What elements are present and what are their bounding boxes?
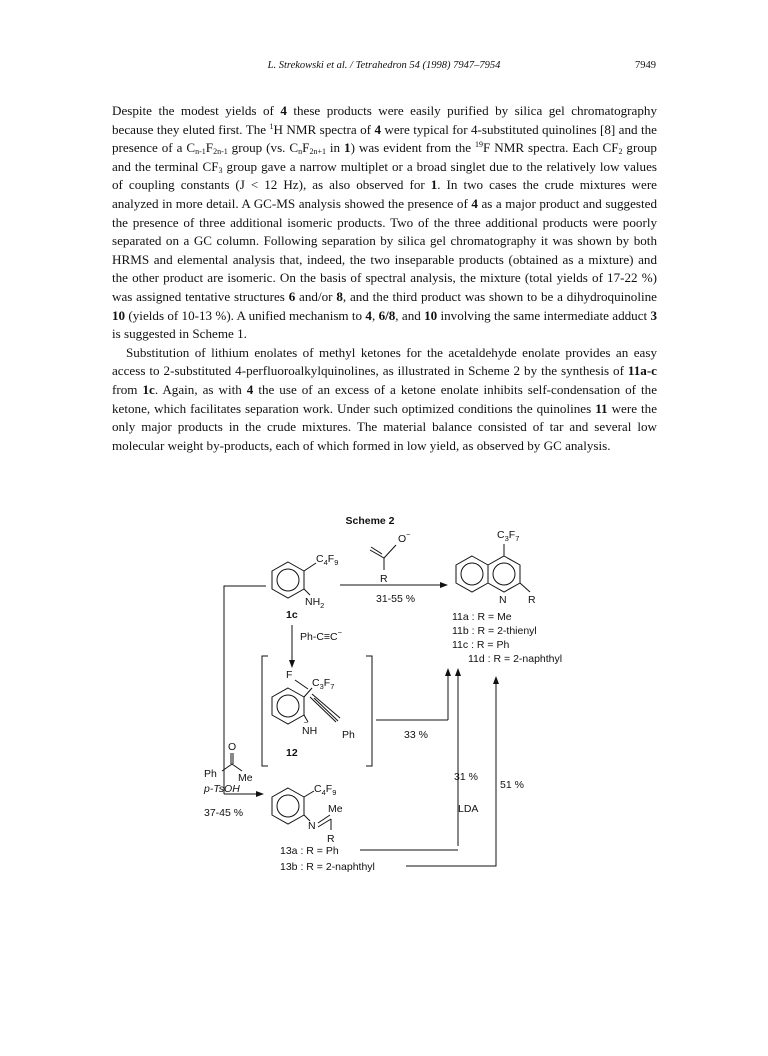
text-run: 6	[288, 288, 296, 304]
bond-me	[232, 764, 242, 771]
text-run: group gave a narrow multiplet or a broad singlet due to the relatively low values of coupling constants (J < 12 Hz), as also observed for	[112, 158, 657, 193]
text-run: , and the third product was shown to be a dihydroquinoline	[342, 288, 657, 304]
text-run: from	[112, 381, 143, 397]
text-run: 4	[365, 307, 372, 323]
text-run: F NMR spectra. Each CF	[483, 140, 619, 156]
text-run: 1	[269, 121, 274, 131]
label-nh-12: − NH	[302, 718, 318, 737]
label-12: 12	[286, 747, 298, 759]
label-ph-12: Ph	[342, 729, 355, 741]
bond-cf	[304, 688, 312, 697]
running-header	[112, 60, 656, 76]
label-c3f7-12: $C_3F_7$	[312, 677, 335, 691]
article-body	[112, 102, 657, 455]
yield-13a-to-11d: 31 %	[454, 771, 478, 783]
arrowhead-13b-to-11d	[493, 676, 499, 684]
text-run: 8	[336, 288, 343, 304]
arrowhead-1c-to-12	[289, 660, 295, 668]
text-run: 1	[344, 140, 351, 156]
text-run: 2n+1	[309, 147, 326, 157]
text-run: 4	[280, 103, 287, 118]
label-c3f7-product: $C_3F_7$	[497, 529, 520, 543]
label-nh2: $NH_2$	[305, 596, 325, 610]
aromatic-circle-12	[277, 695, 299, 717]
product-11c: 11c : R = Ph	[452, 639, 510, 651]
text-run: Substitution of lithium enolates of methyl ketones for the acetaldehyde enolate provides an easy access to 2-substituted 4-perfluoroalkylquinolines, as illustrated in Scheme 2 by the synthesis of	[112, 344, 657, 379]
reagent-ketone-ph: Ph	[204, 768, 217, 780]
reagent-ketone-me: Me	[238, 772, 253, 784]
imine-13b: 13b : R = 2-naphthyl	[280, 861, 375, 873]
text-run: 11	[595, 400, 608, 416]
text-run: F	[302, 140, 310, 156]
label-r-13: R	[327, 833, 335, 845]
enolate-reagent	[370, 530, 411, 585]
route-1c-to-13	[224, 586, 266, 794]
text-run: involving the same intermediate adduct	[437, 307, 651, 323]
label-r-enolate: R	[380, 573, 388, 585]
label-n-13: N	[308, 820, 316, 832]
label-me-13: Me	[328, 803, 343, 815]
text-run: 1	[430, 177, 438, 193]
page-number: 7949	[635, 60, 656, 71]
bond-c4f9-13	[304, 791, 314, 797]
bond-alkyne-2	[314, 698, 338, 721]
text-run: 11a-c	[627, 363, 657, 379]
reagent-acid: p-TsOH	[204, 783, 240, 795]
scheme-title: Scheme 2	[345, 515, 395, 527]
product-11a: 11a : R = Me	[452, 611, 512, 623]
arrowhead-acid	[256, 791, 264, 797]
yield-13b-to-11d: 51 %	[500, 779, 524, 791]
text-run: 4	[374, 121, 381, 137]
journal-citation: L. Strekowski et al. / Tetrahedron 54 (1998) 7947–7954	[267, 60, 501, 71]
product-list	[452, 611, 562, 665]
label-c4f9-13: $C_4F_9$	[314, 783, 337, 797]
bond-alkyne-3	[310, 697, 336, 722]
aromatic-circle-1c	[277, 569, 299, 591]
text-run: Despite the modest yields of	[112, 103, 281, 118]
product-11d: 11d : R = 2-naphthyl	[468, 653, 563, 665]
yield-acid: 37-45 %	[204, 807, 244, 819]
bracket-right	[366, 656, 372, 766]
text-run: 3	[650, 307, 658, 323]
label-o-minus: O−	[398, 530, 411, 545]
yield-enolate: 31-55 %	[376, 593, 416, 605]
text-run: 4	[246, 381, 254, 397]
bond-o	[384, 545, 396, 558]
text-run: 1c	[142, 381, 155, 397]
arrowhead-13a-to-11d	[455, 668, 461, 676]
text-run: F	[205, 140, 214, 156]
text-run: 4	[471, 195, 478, 211]
text-run: . In two cases the crude mixtures were analyzed in more detail. A GC-MS analysis showed the presence of	[112, 177, 657, 211]
aromatic-circle-benzo	[461, 563, 483, 585]
text-run: and/or	[295, 288, 337, 304]
text-run: 2	[618, 147, 623, 157]
bond-nh2	[304, 589, 310, 595]
text-run: 10	[112, 307, 126, 323]
bond-cn-2	[318, 819, 331, 827]
label-o-ketone: O	[228, 741, 237, 753]
label-n-quinoline: N	[499, 594, 507, 606]
scheme-2	[200, 512, 570, 873]
text-run: 10	[424, 307, 438, 323]
text-run: H NMR spectra of	[273, 121, 375, 137]
reagent-lda: LDA	[458, 803, 479, 815]
bond-r-quinoline	[520, 583, 530, 592]
label-r-quinoline: R	[528, 594, 536, 606]
bond-alkyne	[312, 694, 340, 718]
text-run: 3	[218, 165, 223, 175]
arrowhead-1c-to-11	[440, 582, 448, 588]
text-run: in	[325, 140, 345, 156]
text-run: the use of an excess of a ketone enolate inhibits self-condensation of the ketone, which facilitates separation work. Under such optimized conditions the quinolines	[112, 381, 658, 416]
text-run: . Again, as with	[154, 381, 247, 397]
product-11b: 11b : R = 2-thienyl	[452, 625, 537, 637]
bond-f	[295, 680, 308, 689]
label-1c: 1c	[286, 609, 298, 621]
text-run: as a major product and suggested the presence of three additional isomeric products. Two of the three additional products were poorly separated on a GC column. Following separation by silica gel chromatography it was shown by both HRMS and elemental analysis that, indeed, the two inseparable products (obtained as a mixture) and the other product are isomeric. On the basis of spectral analysis, the mixture (total yields of 17-22 %) was assigned tentative structures	[112, 195, 657, 304]
scheme-2-drawing	[200, 512, 570, 873]
text-run: is suggested in Scheme 1.	[112, 326, 247, 342]
text-run: n	[298, 147, 303, 157]
intermediate-12-structure	[262, 656, 372, 766]
aromatic-circle-pyridine	[493, 563, 515, 585]
aromatic-circle-13	[277, 795, 299, 817]
imine-13a: 13a : R = Ph	[280, 845, 339, 857]
text-run: group and the terminal CF	[112, 140, 657, 174]
text-run: 2n-1	[213, 147, 228, 157]
arrowhead-12-to-11d	[445, 668, 451, 676]
text-run: 6/8	[378, 307, 396, 323]
text-run: (yields of 10-13 %). A unified mechanism to	[125, 307, 366, 323]
label-c4f9-top: $C_4F_9$	[316, 553, 339, 567]
bracket-left	[262, 656, 268, 766]
text-run: were typical for 4-substituted quinolines [8] and the presence of a C	[112, 121, 657, 156]
text-run: were the only major products in the crude mixtures. The material balance consisted of tar and several low molecular weight by-products, each of which formed in low yield, as observed by GC analysis.	[112, 400, 658, 453]
paragraph-1	[112, 102, 657, 344]
route-13b-line	[406, 832, 496, 866]
bond-vinyl-double	[371, 547, 382, 554]
text-run: ) was evident from the	[350, 140, 476, 156]
text-run: n-1	[195, 147, 206, 157]
bond-c4f9	[304, 563, 316, 571]
label-f-12: F	[286, 669, 293, 681]
text-run: , and	[395, 307, 425, 323]
compound-1c-structure	[272, 553, 338, 621]
quinoline-11-structure	[456, 529, 536, 606]
text-run: these products were easily purified by silica gel chromatography because they eluted first. The	[112, 103, 657, 137]
reagent-acetylide: Ph-C≡C−	[300, 628, 343, 643]
text-run: ,	[371, 307, 379, 323]
imine-13-structure	[272, 783, 343, 845]
paragraph-2	[112, 344, 657, 456]
text-run: group (vs. C	[227, 140, 299, 156]
ketone-reagent	[203, 741, 253, 819]
yield-12-to-11d: 33 %	[404, 729, 428, 741]
bond-cn	[318, 815, 330, 823]
text-run: 19	[475, 140, 484, 150]
